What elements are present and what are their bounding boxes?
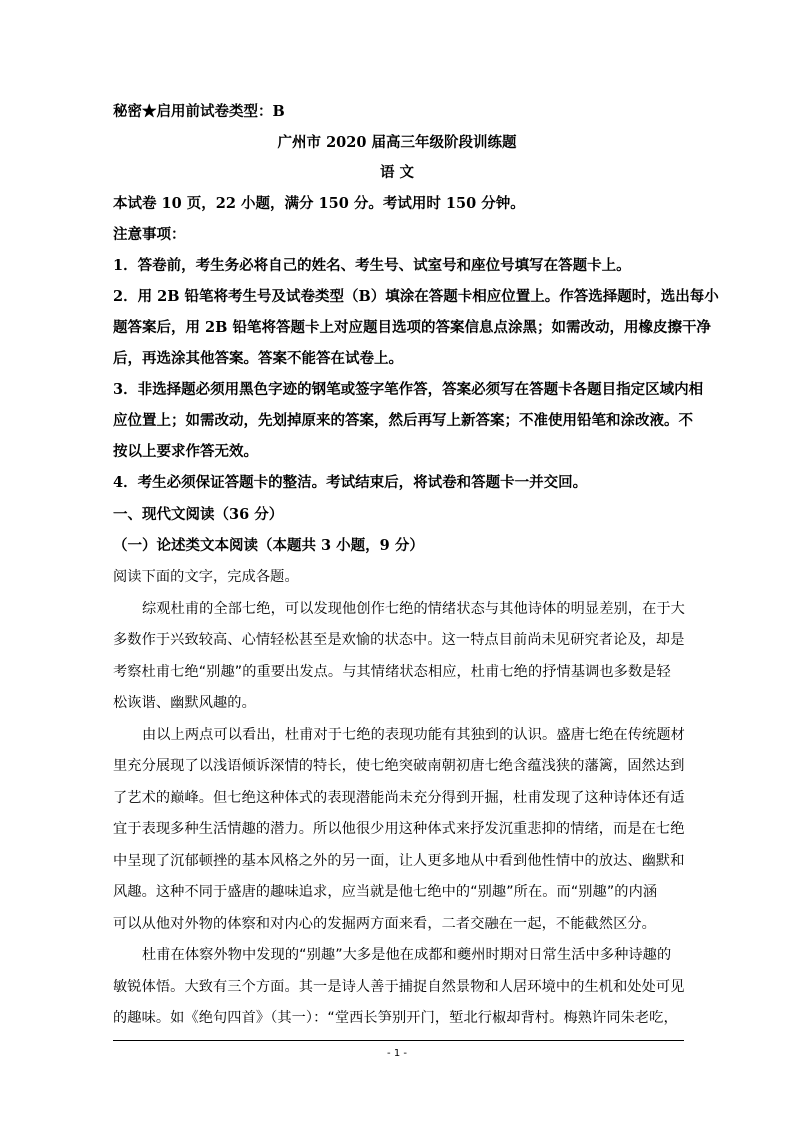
exam-title: 广州市 2020 届高三年级阶段训练题: [277, 134, 517, 151]
passage-line: 中呈现了沉郁顿挫的基本风格之外的另一面，让人更多地从中看到他性情中的放达、幽默和: [113, 853, 685, 869]
passage-line: 综观杜甫的全部七绝，可以发现他创作七绝的情绪状态与其他诗体的明显差别，在于大: [142, 601, 685, 617]
passage-line: 由以上两点可以看出，杜甫对于七绝的表现功能有其独到的认识。盛唐七绝在传统题材: [142, 727, 685, 743]
notice-line: 3．非选择题必须用黑色字迹的钢笔或签字笔作答，答案必须写在答题卡各题目指定区域内相: [113, 381, 704, 398]
notice-line: 题答案后，用 2B 铅笔将答题卡上对应题目选项的答案信息点涂黑；如需改动，用橡皮擦干净: [113, 319, 711, 336]
passage-line: 里充分展现了以浅语倾诉深情的特长，使七绝突破南朝初唐七绝含蕴浅狭的藩篱，固然达到: [113, 758, 685, 774]
passage-line: 可以从他对外物的体察和对内心的发掘两方面来看，二者交融在一起，不能截然区分。: [113, 916, 656, 932]
passage-line: 宜于表现多种生活情趣的潜力。所以他很少用这种体式来抒发沉重悲抑的情绪，而是在七绝: [113, 821, 685, 837]
section-heading: 一、现代文阅读（36 分）: [113, 506, 284, 523]
passage-line: 的趣味。如《绝句四首》（其一）：“堂西长笋别开门，堑北行椒却背村。梅熟许同朱老吃，: [113, 1010, 678, 1026]
passage-line: 风趣。这种不同于盛唐的趣味追求，应当就是他七绝中的“别趣”所在。而“别趣”的内涵: [113, 884, 658, 900]
sub-section-heading: （一）论述类文本阅读（本题共 3 小题，9 分）: [113, 537, 424, 554]
passage-line: 了艺术的巅峰。但七绝这种体式的表现潜能尚未充分得到开掘，杜甫发现了这种诗体还有适: [113, 790, 685, 806]
notice-line: 4．考生必须保证答题卡的整洁。考试结束后，将试卷和答题卡一并交回。: [113, 474, 588, 491]
notice-heading: 注意事项：: [113, 226, 186, 243]
passage-line: 松诙谐、幽默风趣的。: [113, 695, 256, 711]
notice-line: 应位置上；如需改动，先划掉原来的答案，然后再写上新答案；不准使用铅笔和涂改液。不: [113, 412, 693, 429]
subject-title: 语 文: [379, 164, 415, 181]
page-number: - 1 -: [387, 1048, 407, 1059]
passage-line: 考察杜甫七绝“别趣”的重要出发点。与其情绪状态相应，杜甫七绝的抒情基调也多数是轻: [113, 664, 671, 680]
notice-line: 2．用 2B 铅笔将考生号及试卷类型（B）填涂在答题卡相应位置上。作答选择题时，选出每小: [113, 288, 719, 305]
passage-line: 多数作于兴致较高、心情轻松甚至是欢愉的状态中。这一特点目前尚未见研究者论及，却是: [113, 632, 685, 648]
exam-summary: 本试卷 10 页，22 小题，满分 150 分。考试用时 150 分钟。: [113, 195, 525, 212]
notice-line: 按以上要求作答无效。: [113, 443, 258, 460]
secret-line: 秘密★启用前试卷类型：B: [113, 103, 285, 120]
passage-line: 杜甫在体察外物中发现的“别趣”大多是他在成都和夔州时期对日常生活中多种诗趣的: [142, 947, 672, 963]
footer-rule: [113, 1040, 684, 1041]
reading-instruction: 阅读下面的文字，完成各题。: [113, 569, 299, 585]
notice-line: 后，再选涂其他答案。答案不能答在试卷上。: [113, 350, 403, 367]
notice-line: 1．答卷前，考生务必将自己的姓名、考生号、试室号和座位号填写在答题卡上。: [113, 257, 631, 274]
passage-line: 敏锐体悟。大致有三个方面。其一是诗人善于捕捉自然景物和人居环境中的生机和处处可见: [113, 979, 685, 995]
